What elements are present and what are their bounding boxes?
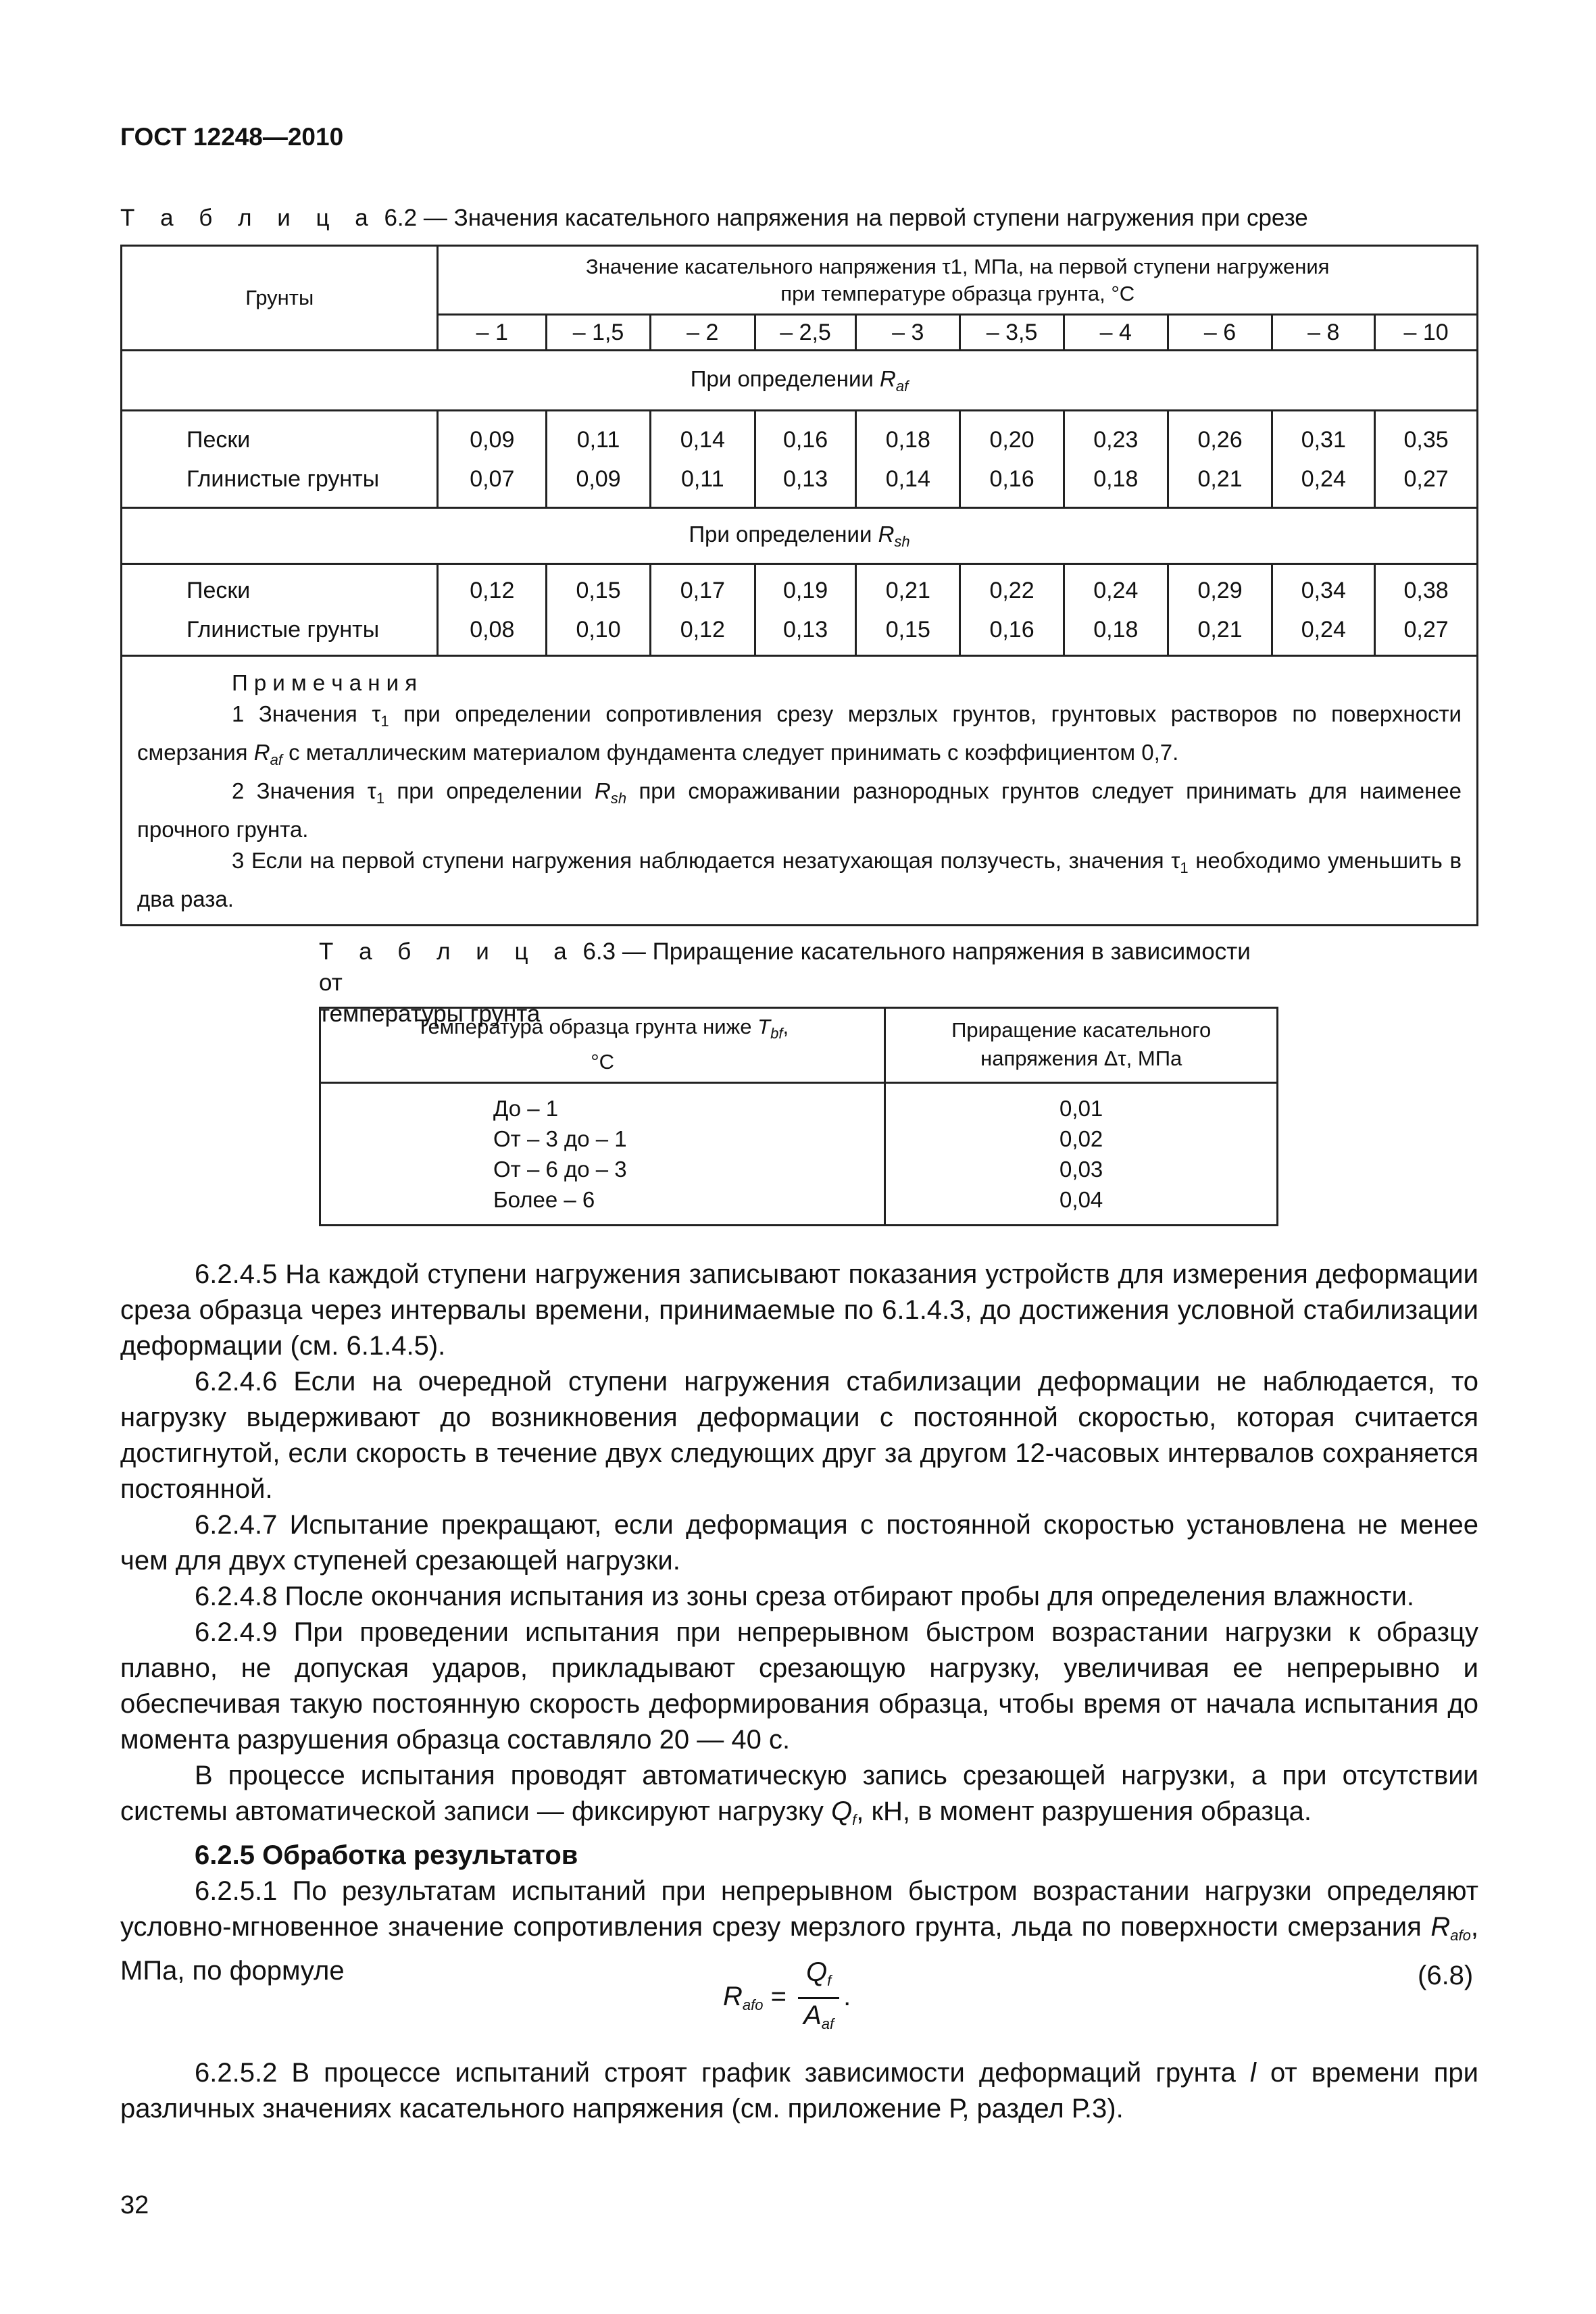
paragraph-6-2-4-9: 6.2.4.9 При проведении испытания при непрерывном быстром возрастании нагрузки к образцу плавно, не допуская ударов, прикладывают срезающую нагрузку, увеличивая ее непрерывно и обеспечивая такую постоянную скорость деформирования образца, чтобы время от начала испытания до момента разрушения образца составляло 20 — 40 с. [120, 1617, 1478, 1755]
value-cell: 0,14 0,11 [650, 411, 755, 508]
table-word: Т а б л и ц а [319, 938, 576, 965]
header-tau-line1: Значение касательного напряжения τ1, МПа, на первой ступени нагружения [585, 254, 1330, 278]
row-names [122, 564, 438, 656]
table-row: 0,01 [1059, 1096, 1103, 1121]
paragraph-6-2-5-2: 6.2.5.2 В процессе испытаний строят график зависимости деформаций грунта l от времени при различных значениях касательного напряжения (см. приложение Р, раздел Р.3). [120, 2058, 1479, 2123]
temp-cell: – 6 [1168, 315, 1272, 351]
value-cell: 0,31 0,24 [1272, 411, 1375, 508]
value-cell: 0,29 0,21 [1168, 564, 1272, 656]
paragraph-6-2-4-5: 6.2.4.5 На каждой ступени нагружения записывают показания устройств для измерения деформации среза образца через интервалы времени, принимаемые по 6.1.4.3, до достижения условной стабилизации деформации (см. 6.1.4.5). [120, 1259, 1478, 1361]
table-row: До – 1 [493, 1096, 559, 1121]
table-row: 0,03 [1059, 1157, 1103, 1182]
row-name: Пески [186, 577, 251, 603]
note-2: 2 Значения $\tau_1$ при определении $R_{sh}$ при смораживании разнородных грунтов следует принимать для наименее прочного грунта. [137, 778, 1462, 842]
head-temperature: Температура образца грунта ниже $T_{bf}$, °C [320, 1008, 885, 1083]
value-cell: 0,12 0,08 [438, 564, 547, 656]
row-names [122, 411, 438, 508]
notes-title: П р и м е ч а н и я [232, 670, 418, 695]
formula-number: (6.8) [1418, 1961, 1474, 1990]
row-name: Пески [186, 426, 251, 453]
temp-cell: – 8 [1272, 315, 1375, 351]
value-cell: 0,34 0,24 [1272, 564, 1375, 656]
header-tau [438, 246, 1478, 315]
section-rsh-label: При определении $R_{sh}$ [122, 508, 1478, 564]
table-notes [122, 656, 1478, 926]
table-6-2-caption-text: 6.2 — Значения касательного напряжения на первой ступени нагружения при срезе [384, 205, 1308, 231]
document-header: ГОСТ 12248—2010 [120, 123, 344, 151]
temp-cell: – 4 [1064, 315, 1168, 351]
temp-cell: – 2 [650, 315, 755, 351]
table-row: Более – 6 [493, 1187, 595, 1212]
temp-cell: – 1 [438, 315, 547, 351]
value-cell: 0,38 0,27 [1375, 564, 1478, 656]
formula-6-8: $R_{afo}$ = $\frac{Q_f}{A_{af}}$ . [723, 1956, 851, 2040]
value-cell: 0,15 0,10 [547, 564, 651, 656]
row-name: Глинистые грунты [186, 616, 380, 643]
paragraph-6-2-4-8: 6.2.4.8 После окончания испытания из зоны среза отбирают пробы для определения влажности. [195, 1582, 1414, 1611]
table-row: От – 6 до – 3 [493, 1157, 627, 1182]
header-tau-line2: при температуре образца грунта, °С [780, 281, 1135, 305]
value-cell: 0,21 0,15 [856, 564, 960, 656]
value-cell: 0,35 0,27 [1375, 411, 1478, 508]
temp-cell: – 3,5 [960, 315, 1064, 351]
value-cell: 0,20 0,16 [960, 411, 1064, 508]
value-cell: 0,19 0,13 [755, 564, 856, 656]
paragraph-6-2-4-6: 6.2.4.6 Если на очередной ступени нагружения стабилизации деформации не наблюдается, то нагрузку выдерживают до возникновения деформации с постоянной скоростью, которая считается достигнутой, если скорость в течение двух следующих друг за другом 12-часовых интервалов сохраняется постоянной. [120, 1367, 1478, 1504]
value-cell: 0,17 0,12 [650, 564, 755, 656]
table-6-3 [319, 1007, 1278, 1226]
table-row: 0,04 [1059, 1187, 1103, 1212]
paragraph-6-2-4-7: 6.2.4.7 Испытание прекращают, если деформация с постоянной скоростью установлена не менее чем для двух ступеней срезающей нагрузки. [120, 1510, 1478, 1576]
paragraph-auto-record: В процессе испытания проводят автоматическую запись срезающей нагрузки, а при отсутствии системы автоматической записи — фиксируют нагрузку $Q_f$, кН, в момент разрушения образца. [120, 1761, 1478, 1828]
value-cell: 0,23 0,18 [1064, 411, 1168, 508]
section-heading-6-2-5: 6.2.5 Обработка результатов [195, 1840, 578, 1870]
table-6-2 [120, 245, 1478, 926]
body-text [120, 1257, 1478, 1989]
value-cell: 0,18 0,14 [856, 411, 960, 508]
temp-cell: – 3 [856, 315, 960, 351]
note-1: 1 Значения $\tau_1$ при определении сопротивления срезу мерзлых грунтов, грунтовых растворов по поверхности смерзания $R_{af}$ с металлическим материалом фундамента следует принимать с коэффициентом 0,7. [137, 701, 1462, 768]
temp-cell: – 1,5 [547, 315, 651, 351]
value-cell: 0,09 0,07 [438, 411, 547, 508]
row-name: Глинистые грунты [186, 466, 380, 492]
value-cell: 0,11 0,09 [547, 411, 651, 508]
table-row: 0,02 [1059, 1126, 1103, 1151]
table-6-3-caption-text2: температуры грунта [319, 1001, 541, 1027]
value-cell: 0,16 0,13 [755, 411, 856, 508]
temp-cell: – 2,5 [755, 315, 856, 351]
temperature-column [320, 1083, 885, 1226]
page-number: 32 [120, 2191, 149, 2219]
value-cell: 0,24 0,18 [1064, 564, 1168, 656]
value-cell: 0,26 0,21 [1168, 411, 1272, 508]
increment-column [885, 1083, 1278, 1226]
value-cell: 0,22 0,16 [960, 564, 1064, 656]
fraction: $\frac{Q_f}{A_{af}}$ [798, 1956, 839, 2040]
table-6-3-caption-text: 6.3 — Приращение касательного напряжения в зависимости от [319, 938, 1251, 996]
temp-cell: – 10 [1375, 315, 1478, 351]
paragraph-6-2-5-1: 6.2.5.1 По результатам испытаний при непрерывном быстром возрастании нагрузки определяют условно-мгновенное значение сопротивления срезу мерзлого грунта, льда по поверхности смерзания $R_{afo}$, МПа, по формуле [120, 1876, 1478, 1986]
table-6-2-caption [120, 205, 1308, 232]
head-increment: Приращение касательного напряжения Δτ, МПа [885, 1008, 1278, 1083]
header-soil: Грунты [122, 246, 438, 351]
table-word: Т а б л и ц а [120, 205, 378, 231]
table-row: От – 3 до – 1 [493, 1126, 627, 1151]
note-3: 3 Если на первой ступени нагружения наблюдается незатухающая ползучесть, значения $\tau_1$ необходимо уменьшить в два раза. [137, 848, 1462, 911]
section-raf-label: При определении $R_{af}$ [122, 351, 1478, 411]
